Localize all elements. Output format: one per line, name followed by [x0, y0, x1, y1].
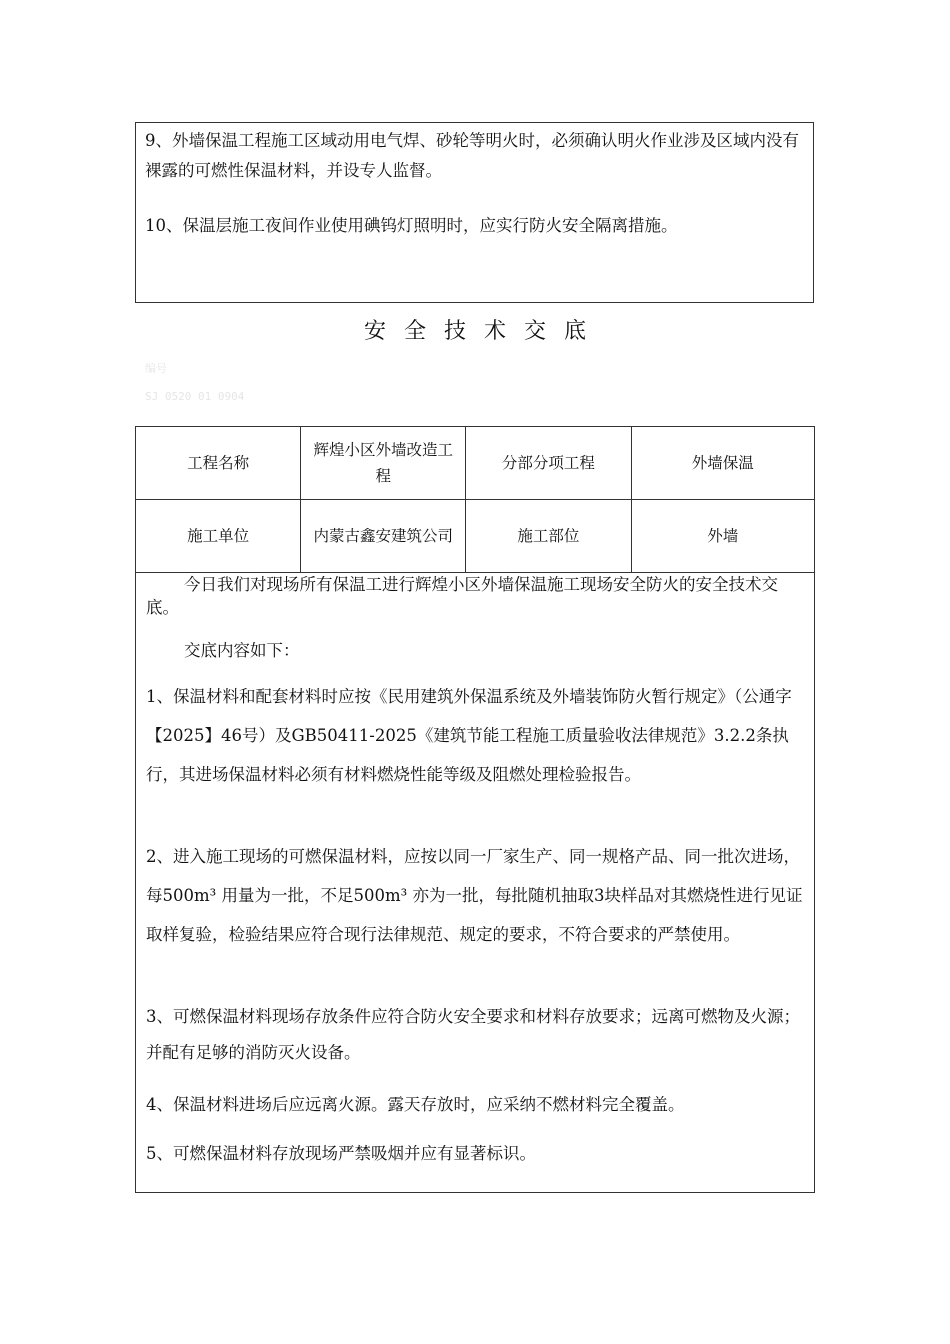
project-name-value: 辉煌小区外墙改造工程 [301, 427, 466, 500]
construction-part-value: 外墙 [631, 500, 814, 573]
lead-paragraph: 交底内容如下： [184, 641, 300, 660]
item-2: 2、进入施工现场的可燃保温材料，应按以同一厂家生产、同一规格产品、同一批次进场，每500m³ 用量为一批，不足500m³ 亦为一批，每批随机抽取3块样品对其燃烧性进行见证取样复验，检验结果应符合现行法律规范、规定的要求，不符合要求的严禁使用。 [146, 847, 803, 944]
continued-items-box [135, 122, 814, 303]
document-title: 安全技术交底 [363, 319, 604, 344]
intro-paragraph: 今日我们对现场所有保温工进行辉煌小区外墙保温施工现场安全防火的安全技术交底。 [146, 575, 778, 617]
construction-unit-label: 施工单位 [136, 500, 301, 573]
item-5: 5、可燃保温材料存放现场严禁吸烟并应有显著标识。 [146, 1144, 536, 1163]
table-row [136, 500, 815, 573]
construction-unit-value: 内蒙古鑫安建筑公司 [301, 500, 466, 573]
item-1: 1、保温材料和配套材料时应按《民用建筑外保温系统及外墙装饰防火暂行规定》（公通字【2025】46号）及GB50411-2025《建筑节能工程施工质量验收法律规范》3.2.2条执行，其进场保温材料必须有材料燃烧性能等级及阻燃处理检验报告。 [146, 687, 792, 784]
subproject-label: 分部分项工程 [466, 427, 631, 500]
faint-label-number: 编号 [145, 362, 167, 375]
table-row [136, 427, 815, 500]
content-box [135, 571, 815, 1193]
project-name-label: 工程名称 [136, 427, 301, 500]
item-10: 10、保温层施工夜间作业使用碘钨灯照明时，应实行防火安全隔离措施。 [145, 216, 678, 235]
info-table [135, 426, 815, 573]
item-3: 3、可燃保温材料现场存放条件应符合防火安全要求和材料存放要求；远离可燃物及火源；并配有足够的消防灭火设备。 [146, 1007, 800, 1062]
faint-serial: SJ 0520 01 0904 [145, 390, 245, 403]
construction-part-label: 施工部位 [466, 500, 631, 573]
subproject-value: 外墙保温 [631, 427, 814, 500]
item-9: 9、外墙保温工程施工区域动用电气焊、砂轮等明火时，必须确认明火作业涉及区域内没有裸露的可燃性保温材料，并设专人监督。 [145, 131, 799, 180]
item-4: 4、保温材料进场后应远离火源。露天存放时，应采纳不燃材料完全覆盖。 [146, 1095, 685, 1114]
